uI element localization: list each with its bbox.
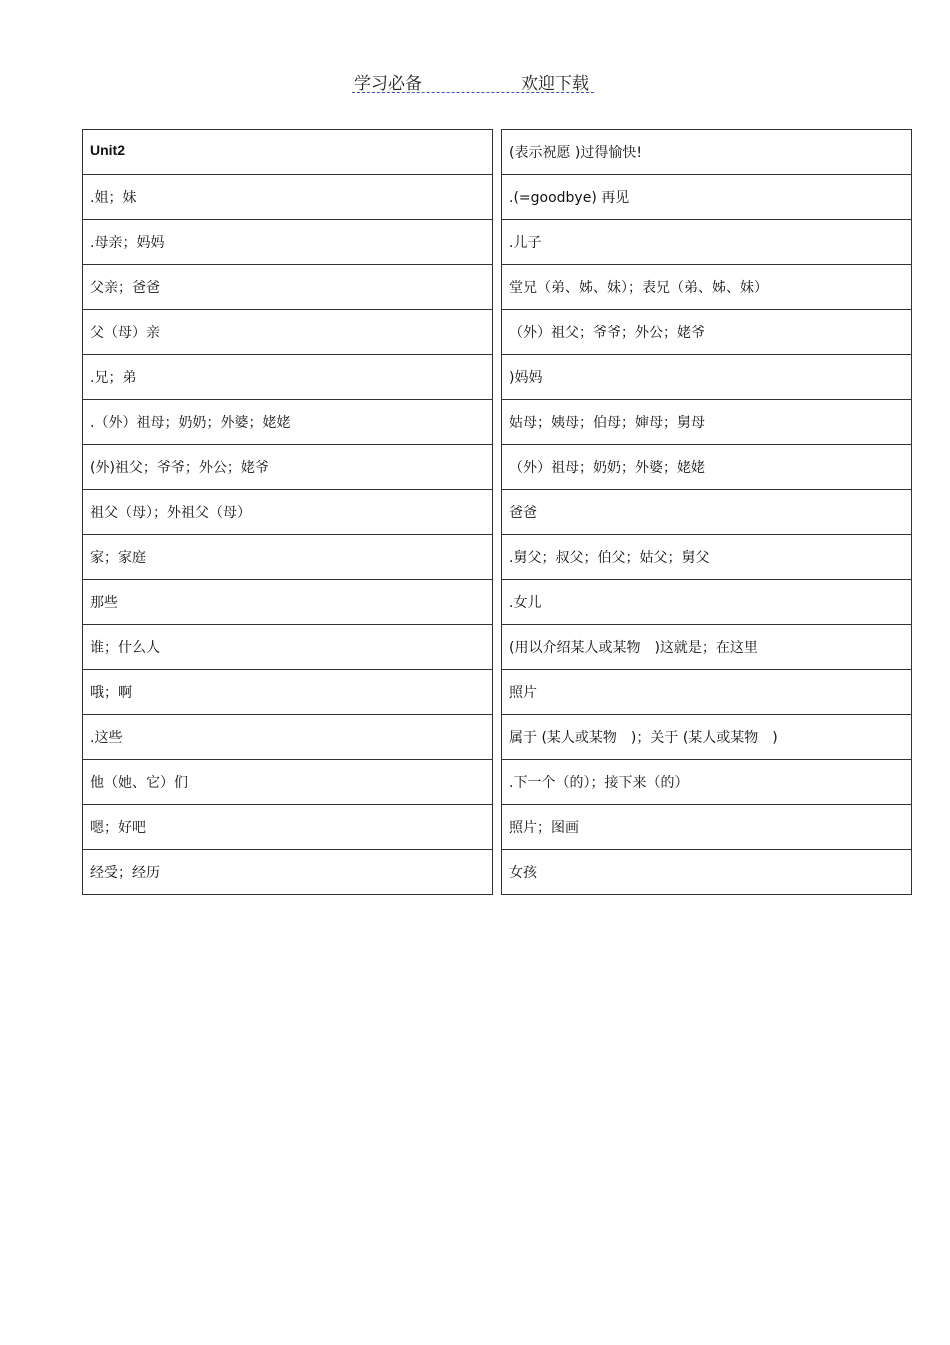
table-row: .（外）祖母；奶奶；外婆；姥姥 [83, 400, 493, 445]
table-row: .下一个（的）；接下来（的） [502, 760, 912, 805]
table-row: (外)祖父；爷爷；外公；姥爷 [83, 445, 493, 490]
vocab-table-left [82, 129, 493, 895]
table-row: 父（母）亲 [83, 310, 493, 355]
table-row: 谁；什么人 [83, 625, 493, 670]
unit-title: Unit2 [83, 130, 493, 175]
vocab-table-right [501, 129, 912, 895]
table-row: .女儿 [502, 580, 912, 625]
header-right-text: 欢迎下载 [521, 74, 589, 94]
table-row: )妈妈 [502, 355, 912, 400]
table-row: 哦；啊 [83, 670, 493, 715]
table-row: 姑母；姨母；伯母；婶母；舅母 [502, 400, 912, 445]
table-row: 堂兄（弟、姊、妹）；表兄（弟、姊、妹） [502, 265, 912, 310]
table-row: 属于 (某人或某物 )；关于 (某人或某物 ) [502, 715, 912, 760]
table-row: .母亲；妈妈 [83, 220, 493, 265]
page-header [352, 68, 594, 93]
table-row: 父亲；爸爸 [83, 265, 493, 310]
table-row: 经受；经历 [83, 850, 493, 895]
table-row: .儿子 [502, 220, 912, 265]
table-row: 那些 [83, 580, 493, 625]
table-row: .舅父；叔父；伯父；姑父；舅父 [502, 535, 912, 580]
header-left-text: 学习必备 [354, 74, 422, 94]
table-row: .(=goodbye) 再见 [502, 175, 912, 220]
table-row: （外）祖母；奶奶；外婆；姥姥 [502, 445, 912, 490]
table-row: 嗯；好吧 [83, 805, 493, 850]
table-row: .姐；妹 [83, 175, 493, 220]
table-row: 照片；图画 [502, 805, 912, 850]
table-row: .这些 [83, 715, 493, 760]
table-row: 他（她、它）们 [83, 760, 493, 805]
table-row: 爸爸 [502, 490, 912, 535]
table-row: 照片 [502, 670, 912, 715]
table-row: 女孩 [502, 850, 912, 895]
table-row: 祖父（母）；外祖父（母） [83, 490, 493, 535]
table-row: 家；家庭 [83, 535, 493, 580]
table-row: (用以介绍某人或某物 )这就是；在这里 [502, 625, 912, 670]
table-row: .兄；弟 [83, 355, 493, 400]
table-row: （外）祖父；爷爷；外公；姥爷 [502, 310, 912, 355]
table-row: (表示祝愿 )过得愉快! [502, 130, 912, 175]
